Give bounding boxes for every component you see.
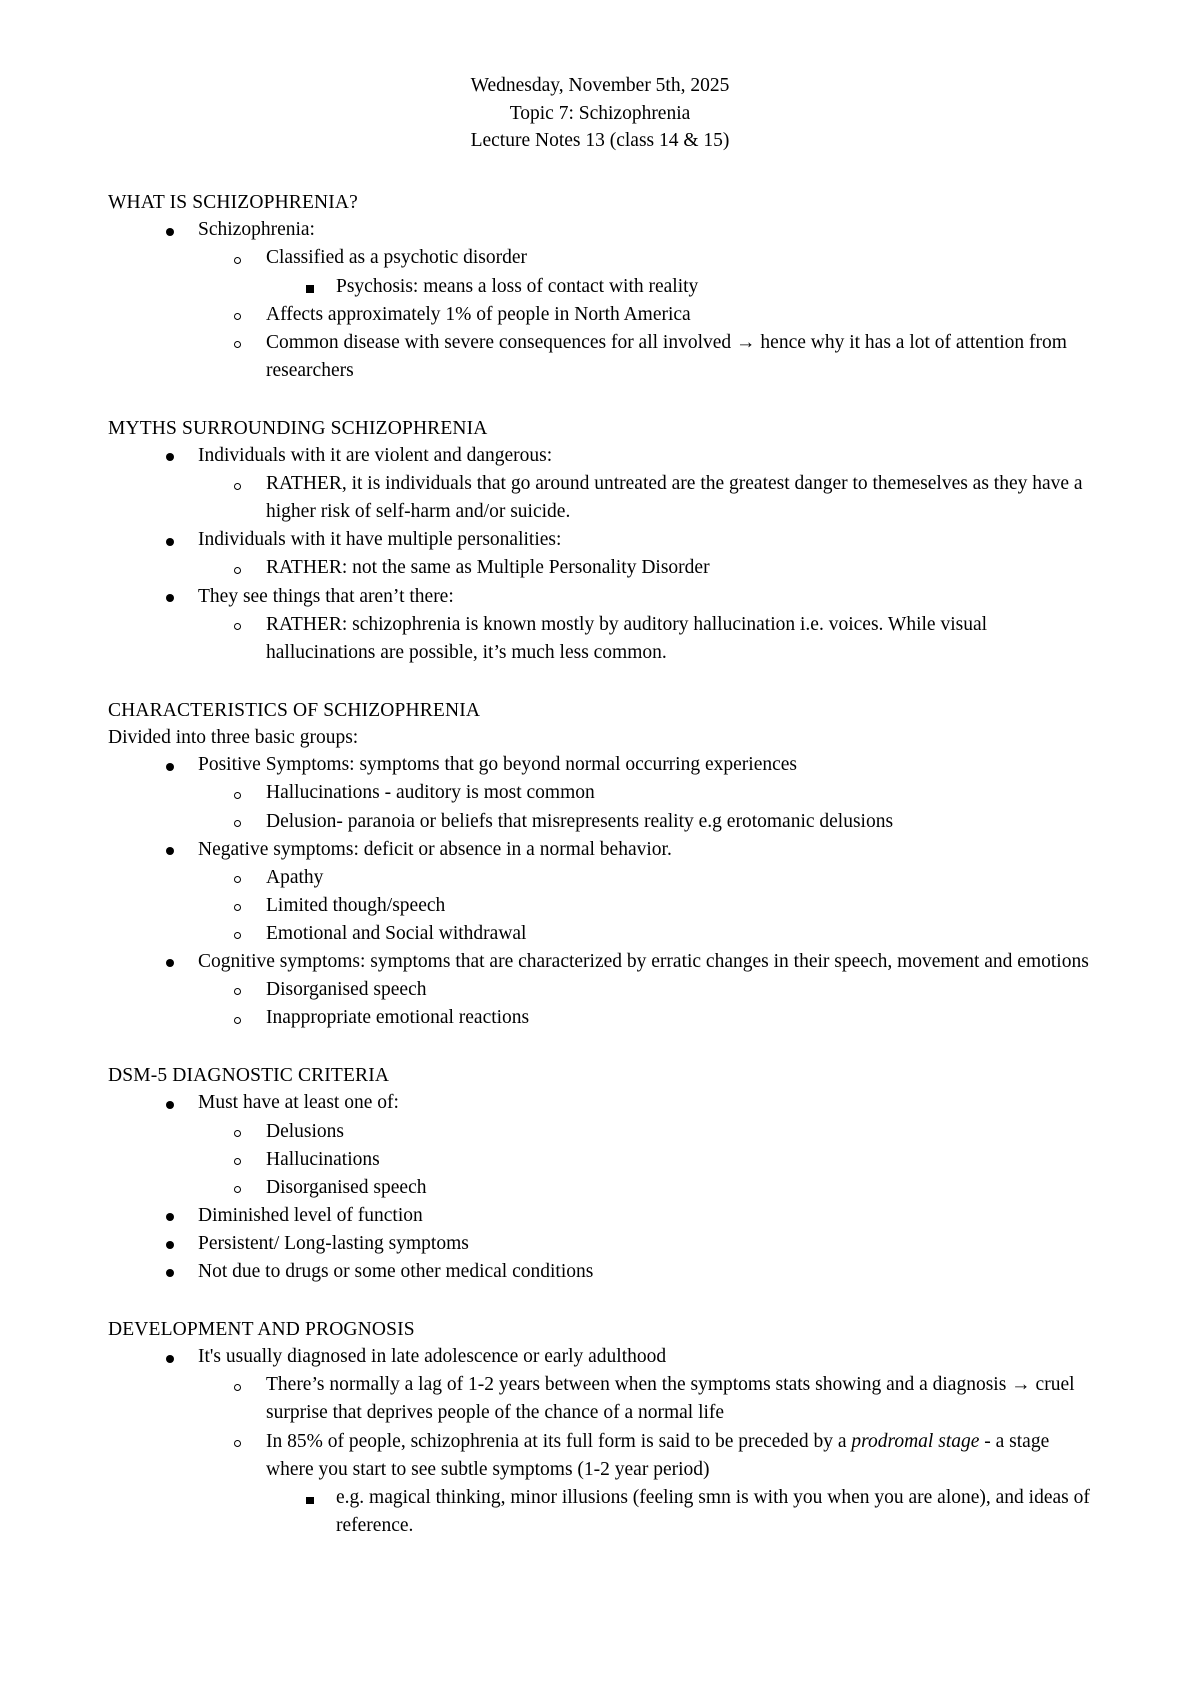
document-header bbox=[108, 72, 1092, 155]
list-item-text: Common disease with severe consequences for all involved → hence why it has a lot of attention from researchers bbox=[266, 331, 1067, 381]
list-item-text: RATHER: schizophrenia is known mostly by auditory hallucination i.e. voices. While visual hallucinations are possible, it’s much less common. bbox=[266, 613, 988, 663]
list-item bbox=[224, 1371, 1092, 1427]
list-item-text: RATHER, it is individuals that go around untreated are the greatest danger to themeselves as they have a higher risk of self-harm and/or suicide. bbox=[266, 473, 1083, 523]
outline-list-level-2 bbox=[198, 470, 1092, 526]
outline-list-level-3 bbox=[266, 1484, 1092, 1540]
list-item bbox=[152, 1258, 1092, 1286]
list-item bbox=[224, 920, 1092, 948]
list-item bbox=[224, 892, 1092, 920]
list-item-text: Individuals with it are violent and dangerous: bbox=[198, 445, 553, 467]
list-item-text: Positive Symptoms: symptoms that go beyond normal occurring experiences bbox=[198, 754, 797, 776]
list-item-text: Cognitive symptoms: symptoms that are characterized by erratic changes in their speech, movement and emotions bbox=[198, 950, 1089, 972]
header-date: Wednesday, November 5th, 2025 bbox=[470, 75, 730, 96]
list-item bbox=[224, 301, 1092, 329]
list-item bbox=[224, 329, 1092, 385]
list-item bbox=[224, 808, 1092, 836]
list-item bbox=[152, 1089, 1092, 1201]
list-item bbox=[224, 1428, 1092, 1540]
list-item-text: Hallucinations bbox=[266, 1148, 380, 1170]
emphasis-text: prodromal stage bbox=[851, 1430, 980, 1452]
list-item-text: RATHER: not the same as Multiple Personality Disorder bbox=[266, 557, 710, 579]
list-item-text: Affects approximately 1% of people in North America bbox=[266, 303, 691, 325]
outline-list-level-2 bbox=[198, 244, 1092, 384]
outline-list-level-1 bbox=[108, 216, 1092, 384]
document-section bbox=[108, 415, 1092, 667]
section-heading: DEVELOPMENT AND PROGNOSIS bbox=[108, 1318, 415, 1340]
disc-bullet-icon bbox=[166, 528, 176, 538]
list-item bbox=[224, 1004, 1092, 1032]
list-item bbox=[224, 1146, 1092, 1174]
document-section bbox=[108, 1316, 1092, 1540]
list-item bbox=[224, 470, 1092, 526]
list-item bbox=[224, 1174, 1092, 1202]
outline-list-level-2 bbox=[198, 1371, 1092, 1539]
list-item bbox=[152, 751, 1092, 835]
section-heading: MYTHS SURROUNDING SCHIZOPHRENIA bbox=[108, 417, 488, 439]
list-item-text: e.g. magical thinking, minor illusions (feeling smn is with you when you are alone), and ideas of reference. bbox=[336, 1486, 1090, 1536]
section-lead-text: Divided into three basic groups: bbox=[108, 727, 359, 749]
list-item bbox=[294, 273, 1092, 301]
document-section bbox=[108, 1062, 1092, 1286]
disc-bullet-icon bbox=[166, 1259, 176, 1269]
list-item-text: Persistent/ Long-lasting symptoms bbox=[198, 1232, 469, 1254]
section-heading: DSM-5 DIAGNOSTIC CRITERIA bbox=[108, 1065, 390, 1087]
disc-bullet-icon bbox=[166, 837, 176, 847]
list-item-text: Negative symptoms: deficit or absence in a normal behavior. bbox=[198, 838, 672, 860]
list-item bbox=[224, 779, 1092, 807]
outline-list-level-3 bbox=[266, 273, 1092, 301]
list-item-text: In 85% of people, schizophrenia at its full form is said to be preceded by a prodromal stage - a stage where you start to see subtle symptoms (1-2 year period) bbox=[266, 1430, 1050, 1480]
list-item-text: Must have at least one of: bbox=[198, 1092, 399, 1114]
list-item bbox=[224, 976, 1092, 1004]
list-item-text: Disorganised speech bbox=[266, 1176, 427, 1198]
list-item bbox=[152, 526, 1092, 582]
disc-bullet-icon bbox=[166, 584, 176, 594]
list-item bbox=[224, 554, 1092, 582]
list-item bbox=[224, 1118, 1092, 1146]
list-item-text: They see things that aren’t there: bbox=[198, 585, 454, 607]
disc-bullet-icon bbox=[166, 1231, 176, 1241]
list-item-text: Delusions bbox=[266, 1120, 344, 1142]
list-item bbox=[152, 216, 1092, 384]
disc-bullet-icon bbox=[166, 949, 176, 959]
section-heading: CHARACTERISTICS OF SCHIZOPHRENIA bbox=[108, 699, 481, 721]
list-item-text: Classified as a psychotic disorder bbox=[266, 247, 528, 269]
list-item bbox=[224, 864, 1092, 892]
list-item bbox=[152, 836, 1092, 948]
disc-bullet-icon bbox=[166, 1091, 176, 1101]
document-body bbox=[108, 189, 1092, 1540]
outline-list-level-2 bbox=[198, 1118, 1092, 1202]
list-item-text: Inappropriate emotional reactions bbox=[266, 1007, 530, 1029]
outline-list-level-2 bbox=[198, 611, 1092, 667]
list-item-text: There’s normally a lag of 1-2 years between when the symptoms stats showing and a diagnosis → cruel surprise that deprives people of the chance of a normal life bbox=[266, 1374, 1075, 1424]
header-lecture: Lecture Notes 13 (class 14 & 15) bbox=[470, 130, 730, 152]
list-item-text: Delusion- paranoia or beliefs that misrepresents reality e.g erotomanic delusions bbox=[266, 810, 894, 832]
outline-list-level-1 bbox=[108, 751, 1092, 1032]
list-item-text: Not due to drugs or some other medical conditions bbox=[198, 1260, 594, 1282]
disc-bullet-icon bbox=[166, 1203, 176, 1213]
list-item bbox=[152, 442, 1092, 526]
document-section bbox=[108, 189, 1092, 385]
document-section bbox=[108, 697, 1092, 1032]
list-item bbox=[152, 1343, 1092, 1540]
list-item-text: Psychosis: means a loss of contact with reality bbox=[336, 275, 699, 297]
list-item bbox=[152, 583, 1092, 667]
list-item bbox=[224, 244, 1092, 300]
outline-list-level-1 bbox=[108, 1089, 1092, 1286]
list-item-text: Diminished level of function bbox=[198, 1204, 423, 1226]
list-item-text: Limited though/speech bbox=[266, 894, 446, 916]
outline-list-level-1 bbox=[108, 442, 1092, 667]
list-item-text: Disorganised speech bbox=[266, 978, 427, 1000]
list-item-text: Individuals with it have multiple personalities: bbox=[198, 529, 562, 551]
list-item bbox=[152, 1202, 1092, 1230]
list-item-text: Emotional and Social withdrawal bbox=[266, 922, 527, 944]
list-item-text: Schizophrenia: bbox=[198, 219, 315, 241]
list-item-text: Hallucinations - auditory is most common bbox=[266, 782, 595, 804]
disc-bullet-icon bbox=[166, 443, 176, 453]
list-item-text: Apathy bbox=[266, 866, 324, 888]
list-item bbox=[294, 1484, 1092, 1540]
outline-list-level-1 bbox=[108, 1343, 1092, 1540]
outline-list-level-2 bbox=[198, 864, 1092, 948]
section-heading: WHAT IS SCHIZOPHRENIA? bbox=[108, 192, 358, 214]
outline-list-level-2 bbox=[198, 976, 1092, 1032]
list-item-text: It's usually diagnosed in late adolescence or early adulthood bbox=[198, 1346, 667, 1368]
disc-bullet-icon bbox=[166, 1344, 176, 1354]
header-topic: Topic 7: Schizophrenia bbox=[509, 102, 691, 124]
list-item bbox=[224, 611, 1092, 667]
list-item bbox=[152, 948, 1092, 1032]
disc-bullet-icon bbox=[166, 218, 176, 228]
disc-bullet-icon bbox=[166, 753, 176, 763]
outline-list-level-2 bbox=[198, 554, 1092, 582]
list-item bbox=[152, 1230, 1092, 1258]
outline-list-level-2 bbox=[198, 779, 1092, 835]
